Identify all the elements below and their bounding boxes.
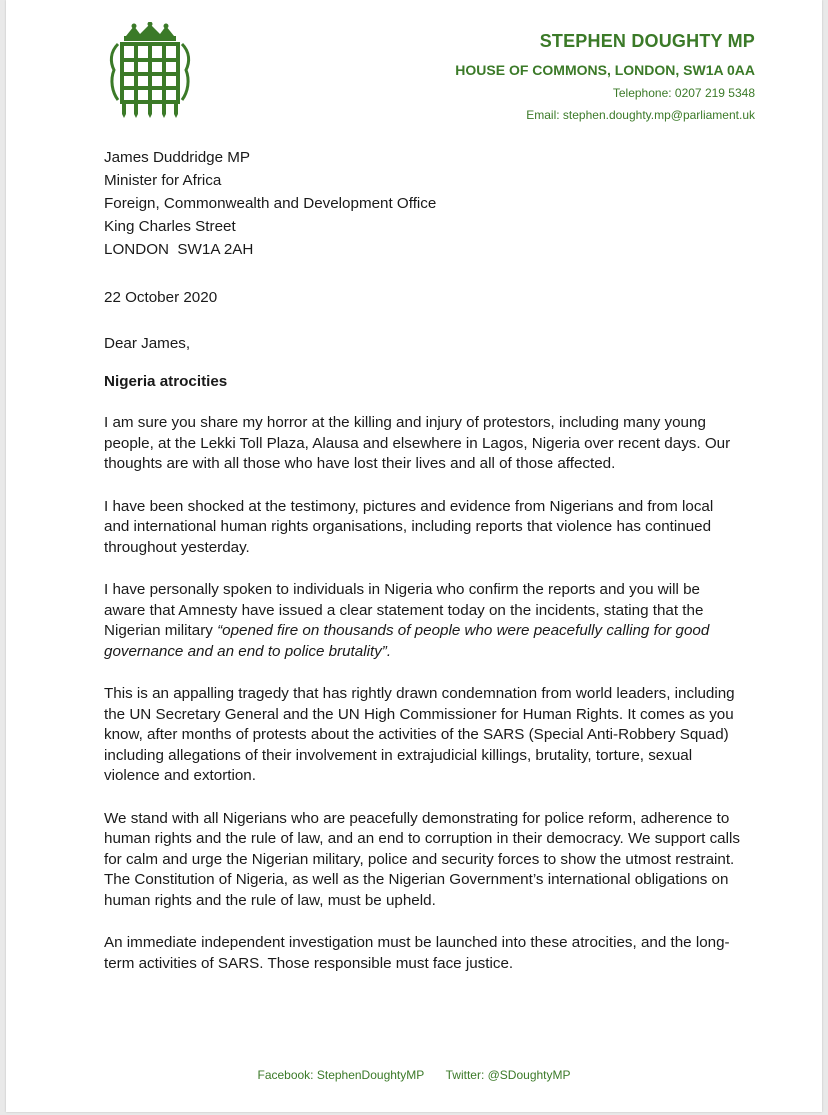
- footer-facebook: Facebook: StephenDoughtyMP: [257, 1068, 425, 1082]
- letter-body: [104, 413, 742, 996]
- paragraph-4: This is an appalling tragedy that has rightly drawn condemnation from world leaders, including the UN Secretary General and the UN High Commissioner for Human Rights. It comes as you know, after months of protests about the activities of the SARS (Special Anti-Robbery Squad) including allegations of their involvement in extrajudicial killings, brutality, torture, sexual violence and extortion.: [104, 685, 735, 784]
- paragraph-3: [104, 580, 742, 662]
- paragraph-3-intro: I have personally spoken to individuals in Nigeria who confirm the reports and you will be aware that Amnesty have issued a clear statement today on the incidents, stating that the Nigerian military: [104, 581, 704, 639]
- sender-name: STEPHEN DOUGHTY MP: [539, 31, 755, 51]
- recipient-name: James Duddridge MP: [104, 149, 251, 166]
- recipient-title: Minister for Africa: [104, 172, 222, 189]
- paragraph-1: I am sure you share my horror at the killing and injury of protestors, including many young people, at the Lekki Toll Plaza, Alausa and elsewhere in Lagos, Nigeria over recent days. Our thoughts are with all those who have lost their lives and all of those affected.: [104, 414, 731, 472]
- subject-heading: Nigeria atrocities: [104, 373, 228, 390]
- sender-telephone: Telephone: 0207 219 5348: [612, 86, 755, 100]
- sender-email: Email: stephen.doughty.mp@parliament.uk: [526, 108, 755, 122]
- recipient-department: Foreign, Commonwealth and Development Office: [104, 195, 437, 212]
- footer-twitter: Twitter: @SDoughtyMP: [445, 1068, 571, 1082]
- recipient-block: [104, 146, 436, 261]
- letter-date: 22 October 2020: [104, 289, 218, 306]
- paragraph-5: We stand with all Nigerians who are peacefully demonstrating for police reform, adherence to human rights and the rule of law, and an end to corruption in their democracy. We support calls for calm and urge the Nigerian military, police and security forces to show the utmost restraint. The Constitution of Nigeria, as well as the Nigerian Government’s international obligations on human rights and the rule of law, must be upheld.: [104, 809, 740, 909]
- paragraph-2: I have been shocked at the testimony, pictures and evidence from Nigerians and from local and international human rights organisations, including reports that violence has continued throughout yesterday.: [104, 497, 714, 556]
- recipient-street: King Charles Street: [104, 218, 236, 235]
- amnesty-quote: “opened fire on thousands of people who were peacefully calling for good governance and an end to police brutality”.: [104, 622, 710, 660]
- portcullis-logo-icon: [108, 22, 192, 118]
- paragraph-6: An immediate independent investigation must be launched into these atrocities, and the long-term activities of SARS. Those responsible must face justice.: [104, 934, 730, 972]
- recipient-city: LONDON SW1A 2AH: [104, 241, 254, 258]
- salutation: Dear James,: [104, 335, 191, 352]
- letter-page: [6, 0, 822, 1112]
- footer: [6, 1068, 822, 1082]
- sender-address: HOUSE OF COMMONS, LONDON, SW1A 0AA: [455, 62, 755, 78]
